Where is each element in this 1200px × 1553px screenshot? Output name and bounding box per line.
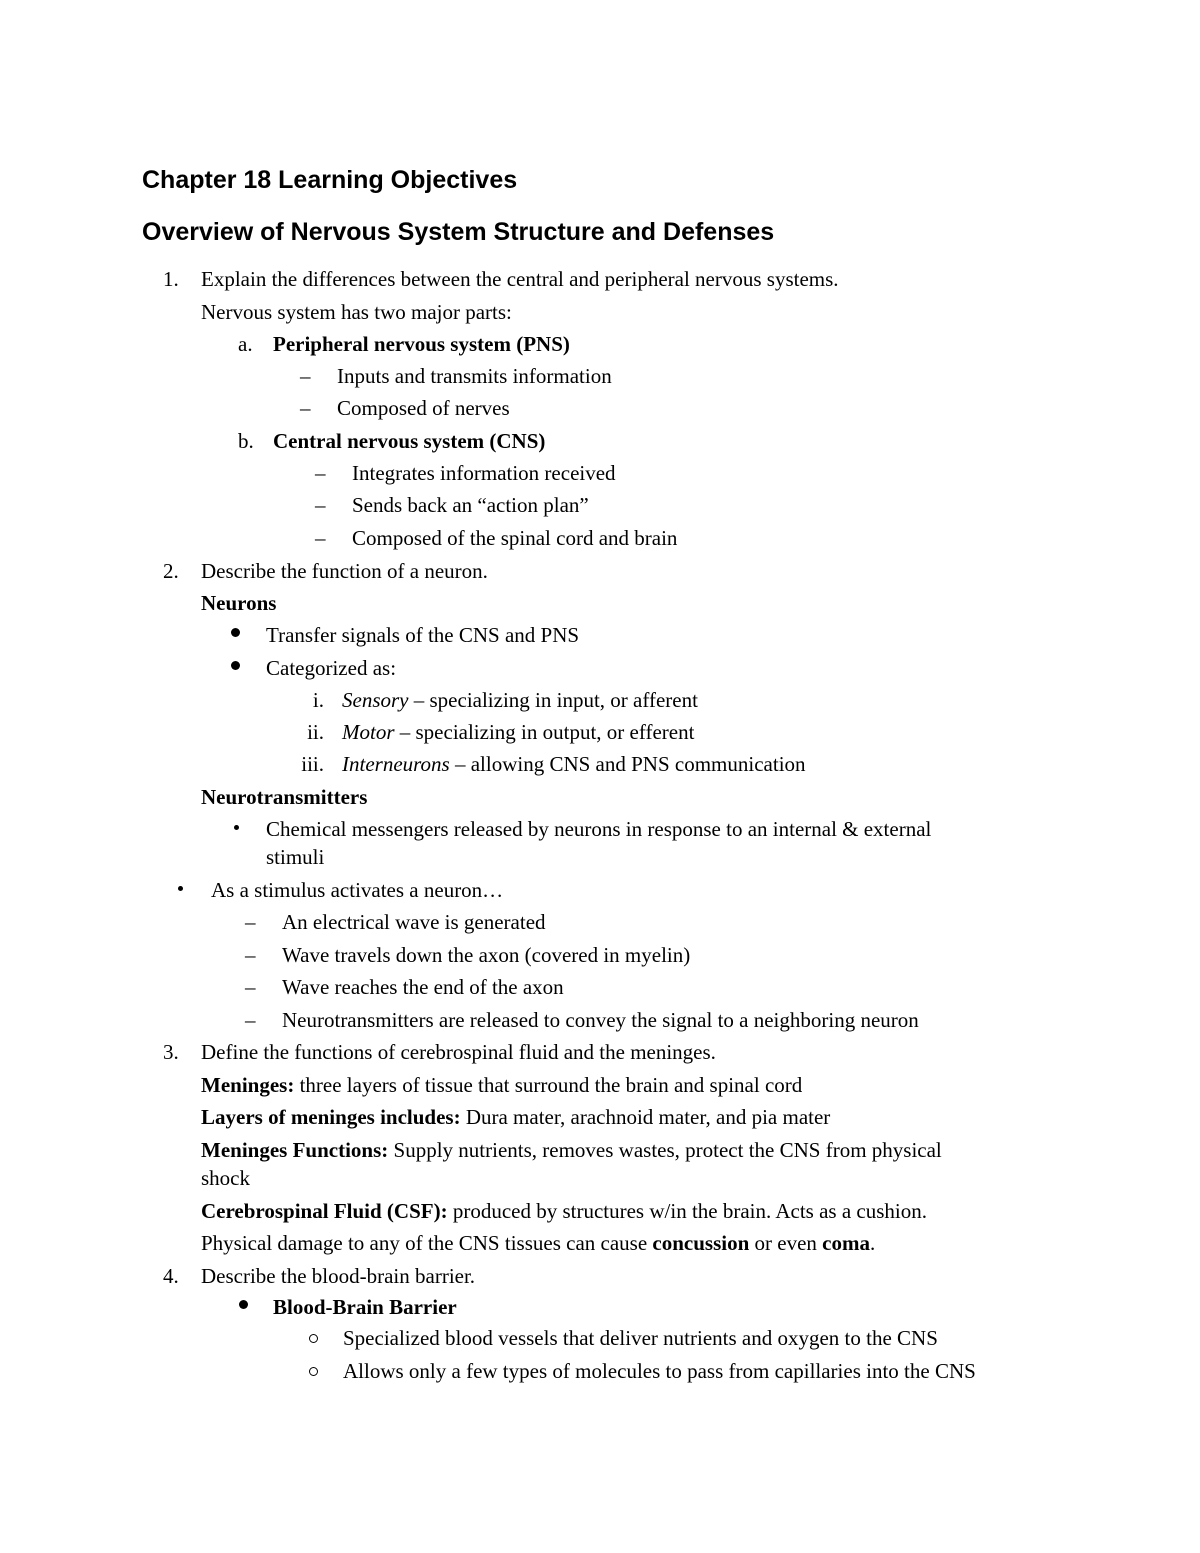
stimulus-step: Neurotransmitters are released to convey the signal to a neighboring neuron bbox=[282, 1008, 919, 1032]
roman-marker: i. bbox=[312, 688, 324, 712]
category-term: Interneurons bbox=[342, 752, 450, 776]
dash-marker: – bbox=[245, 1008, 256, 1032]
cns-item: Integrates information received bbox=[352, 461, 616, 485]
category-desc: – allowing CNS and PNS communication bbox=[449, 752, 806, 776]
objective-1-number: 1. bbox=[163, 267, 179, 291]
csf-definition bbox=[201, 1197, 927, 1225]
section-heading: Overview of Nervous System Structure and Defenses bbox=[142, 218, 775, 246]
cns-heading: Central nervous system (CNS) bbox=[273, 429, 546, 453]
concussion-term: concussion bbox=[652, 1231, 750, 1255]
damage-text: . bbox=[869, 1231, 876, 1255]
category-item bbox=[342, 718, 694, 746]
csf-label: Cerebrospinal Fluid (CSF): bbox=[201, 1199, 448, 1223]
list-marker-a: a. bbox=[238, 332, 253, 356]
stimulus-step: Wave travels down the axon (covered in myelin) bbox=[282, 943, 691, 967]
functions-label: Meninges Functions: bbox=[201, 1138, 389, 1162]
objective-2-number: 2. bbox=[163, 559, 179, 583]
objective-1-intro: Nervous system has two major parts: bbox=[201, 300, 512, 324]
category-item bbox=[342, 686, 698, 714]
dash-marker: – bbox=[315, 461, 326, 485]
stimulus-point: As a stimulus activates a neuron… bbox=[211, 878, 504, 902]
category-term: Motor bbox=[342, 720, 395, 744]
neurotransmitter-point: Chemical messengers released by neurons in response to an internal & external bbox=[266, 817, 932, 841]
neuron-point: Categorized as: bbox=[266, 656, 397, 680]
objective-3-question: Define the functions of cerebrospinal fluid and the meninges. bbox=[201, 1040, 716, 1064]
page-title: Chapter 18 Learning Objectives bbox=[142, 166, 518, 194]
meninges-definition bbox=[201, 1071, 802, 1099]
dash-marker: – bbox=[300, 364, 311, 388]
meninges-label: Meninges: bbox=[201, 1073, 295, 1097]
damage-sentence bbox=[201, 1229, 875, 1257]
meninges-text: three layers of tissue that surround the brain and spinal cord bbox=[294, 1073, 803, 1097]
dash-marker: – bbox=[245, 910, 256, 934]
meninges-functions-cont: shock bbox=[201, 1166, 250, 1190]
pns-item: Composed of nerves bbox=[337, 396, 510, 420]
dash-marker: – bbox=[300, 396, 311, 420]
category-term: Sensory bbox=[342, 688, 409, 712]
neurotransmitter-point-cont: stimuli bbox=[266, 845, 325, 869]
dash-marker: – bbox=[245, 943, 256, 967]
csf-text: produced by structures w/in the brain. Acts as a cushion. bbox=[447, 1199, 927, 1223]
neurotransmitters-heading: Neurotransmitters bbox=[201, 785, 368, 809]
bbb-item: Allows only a few types of molecules to pass from capillaries into the CNS bbox=[343, 1359, 976, 1383]
cns-item: Composed of the spinal cord and brain bbox=[352, 526, 678, 550]
bbb-item: Specialized blood vessels that deliver nutrients and oxygen to the CNS bbox=[343, 1326, 938, 1350]
category-desc: – specializing in output, or efferent bbox=[394, 720, 695, 744]
meninges-functions bbox=[201, 1136, 942, 1164]
bbb-heading: Blood-Brain Barrier bbox=[273, 1295, 457, 1319]
bullet-icon bbox=[239, 1300, 248, 1309]
category-item bbox=[342, 750, 806, 778]
list-marker-b: b. bbox=[238, 429, 254, 453]
meninges-layers bbox=[201, 1103, 830, 1131]
pns-item: Inputs and transmits information bbox=[337, 364, 612, 388]
damage-text: Physical damage to any of the CNS tissues can cause bbox=[201, 1231, 653, 1255]
objective-4-number: 4. bbox=[163, 1264, 179, 1288]
cns-item: Sends back an “action plan” bbox=[352, 493, 589, 517]
dash-marker: – bbox=[315, 526, 326, 550]
coma-term: coma bbox=[822, 1231, 870, 1255]
roman-marker: ii. bbox=[307, 720, 324, 744]
stimulus-step: An electrical wave is generated bbox=[282, 910, 546, 934]
dash-marker: – bbox=[315, 493, 326, 517]
damage-text: or even bbox=[749, 1231, 823, 1255]
bullet-icon bbox=[231, 628, 240, 637]
dash-marker: – bbox=[245, 975, 256, 999]
objective-4-question: Describe the blood-brain barrier. bbox=[201, 1264, 476, 1288]
neuron-point: Transfer signals of the CNS and PNS bbox=[266, 623, 580, 647]
bullet-icon bbox=[231, 661, 240, 670]
roman-marker: iii. bbox=[301, 752, 324, 776]
category-desc: – specializing in input, or afferent bbox=[408, 688, 698, 712]
neurons-heading: Neurons bbox=[201, 591, 277, 615]
bullet-icon bbox=[178, 886, 183, 891]
circle-bullet-icon bbox=[309, 1334, 318, 1343]
circle-bullet-icon bbox=[309, 1367, 318, 1376]
objective-2-question: Describe the function of a neuron. bbox=[201, 559, 488, 583]
bullet-icon bbox=[234, 825, 239, 830]
functions-text: Supply nutrients, removes wastes, protect the CNS from physical bbox=[388, 1138, 942, 1162]
layers-text: Dura mater, arachnoid mater, and pia mater bbox=[460, 1105, 831, 1129]
layers-label: Layers of meninges includes: bbox=[201, 1105, 461, 1129]
pns-heading: Peripheral nervous system (PNS) bbox=[273, 332, 570, 356]
objective-1-question: Explain the differences between the central and peripheral nervous systems. bbox=[201, 267, 839, 291]
stimulus-step: Wave reaches the end of the axon bbox=[282, 975, 564, 999]
objective-3-number: 3. bbox=[163, 1040, 179, 1064]
